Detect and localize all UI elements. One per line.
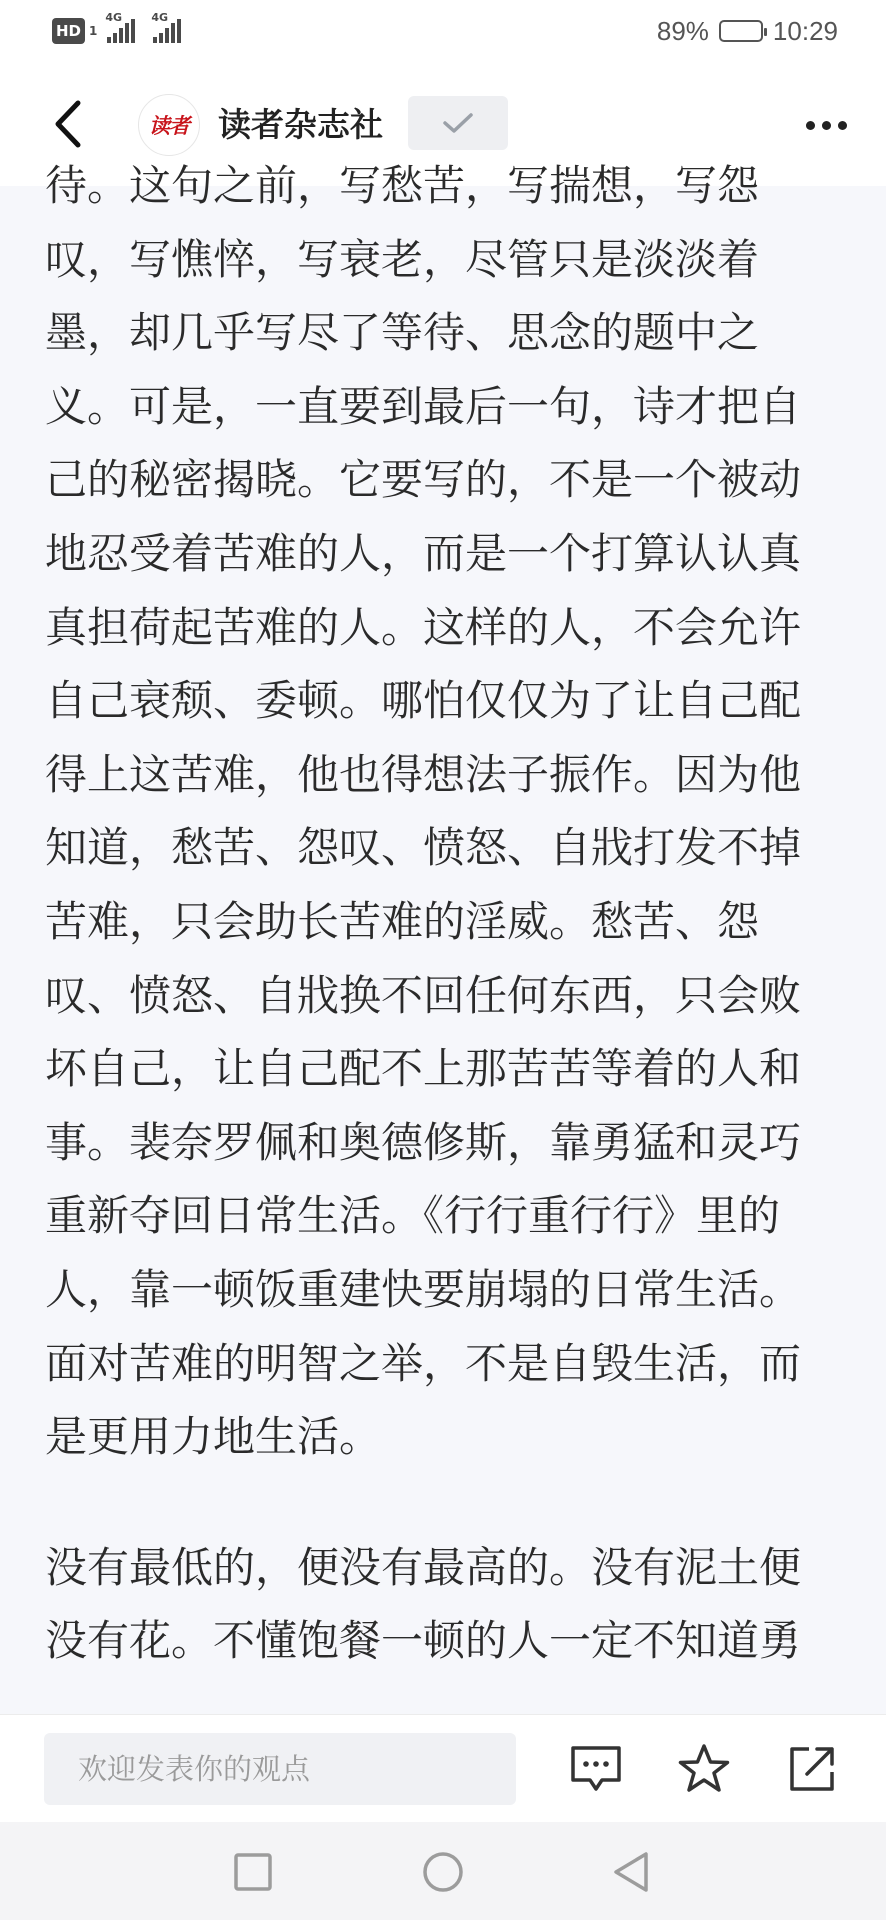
system-nav-bar [0, 1822, 886, 1920]
nav-back-button[interactable] [609, 1850, 653, 1894]
account-name[interactable]: 读者杂志社 [218, 105, 383, 144]
battery-percent: 89% [656, 15, 709, 46]
comment-input[interactable] [44, 1733, 516, 1805]
comment-icon [569, 1744, 623, 1794]
status-bar [0, 0, 886, 64]
signal-icon-2 [151, 11, 181, 43]
share-icon [787, 1744, 837, 1794]
chevron-left-icon [53, 100, 83, 148]
network-label-2: 4G [151, 11, 169, 24]
back-triangle-icon [611, 1850, 651, 1894]
more-horizontal-icon [806, 121, 815, 130]
network-label-1: 4G [105, 11, 123, 24]
account-avatar[interactable] [138, 94, 200, 156]
battery-icon [719, 20, 763, 42]
recent-apps-icon [233, 1852, 273, 1892]
comment-button[interactable] [568, 1741, 624, 1797]
article-paragraph: 没有最低的，便没有最高的。没有泥土便没有花。不懂饱餐一顿的人一定不知道勇 [45, 1542, 802, 1666]
back-button[interactable] [38, 94, 98, 154]
clock: 10:29 [772, 15, 838, 46]
home-button[interactable] [421, 1850, 465, 1894]
bottom-action-bar [0, 1714, 886, 1822]
favorite-button[interactable] [676, 1741, 732, 1797]
follow-button[interactable] [408, 96, 508, 150]
hd-sub-label: 1 [89, 24, 98, 38]
hd-badge: HD [52, 18, 85, 44]
article-body[interactable] [0, 161, 886, 1714]
avatar-logo-text: 读者 [149, 113, 189, 138]
status-right [657, 14, 838, 48]
home-icon [421, 1850, 465, 1894]
signal-icon-1 [105, 11, 135, 43]
more-button[interactable] [796, 100, 856, 150]
status-left [52, 11, 181, 48]
article-paragraph: 待。这句之前，写愁苦，写揣想，写怨叹，写憔悴，写衰老，尽管只是淡淡着墨，却几乎写尽了等待、思念的题中之义。可是，一直要到最后一句，诗才把自己的秘密揭晓。它要写的，不是一个被动地忍受着苦难的人，而是一个打算认认真真担荷起苦难的人。这样的人，不会允许自己衰颓、委顿。哪怕仅仅为了让自己配得上这苦难，他也得想法子振作。因为他知道，愁苦、怨叹、愤怒、自戕打发不掉苦难，只会助长苦难的淫威。愁苦、怨叹、愤怒、自戕换不回任何东西，只会败坏自己，让自己配不上那苦苦等着的人和事。裴奈罗佩和奥德修斯，靠勇猛和灵巧重新夺回日常生活。《行行重行行》里的人，靠一顿饭重建快要崩塌的日常生活。面对苦难的明智之举，不是自毁生活，而是更用力地生活。 [45, 161, 802, 1462]
recent-apps-button[interactable] [231, 1850, 275, 1894]
check-icon [443, 112, 473, 134]
share-button[interactable] [784, 1741, 840, 1797]
star-icon [677, 1743, 731, 1795]
